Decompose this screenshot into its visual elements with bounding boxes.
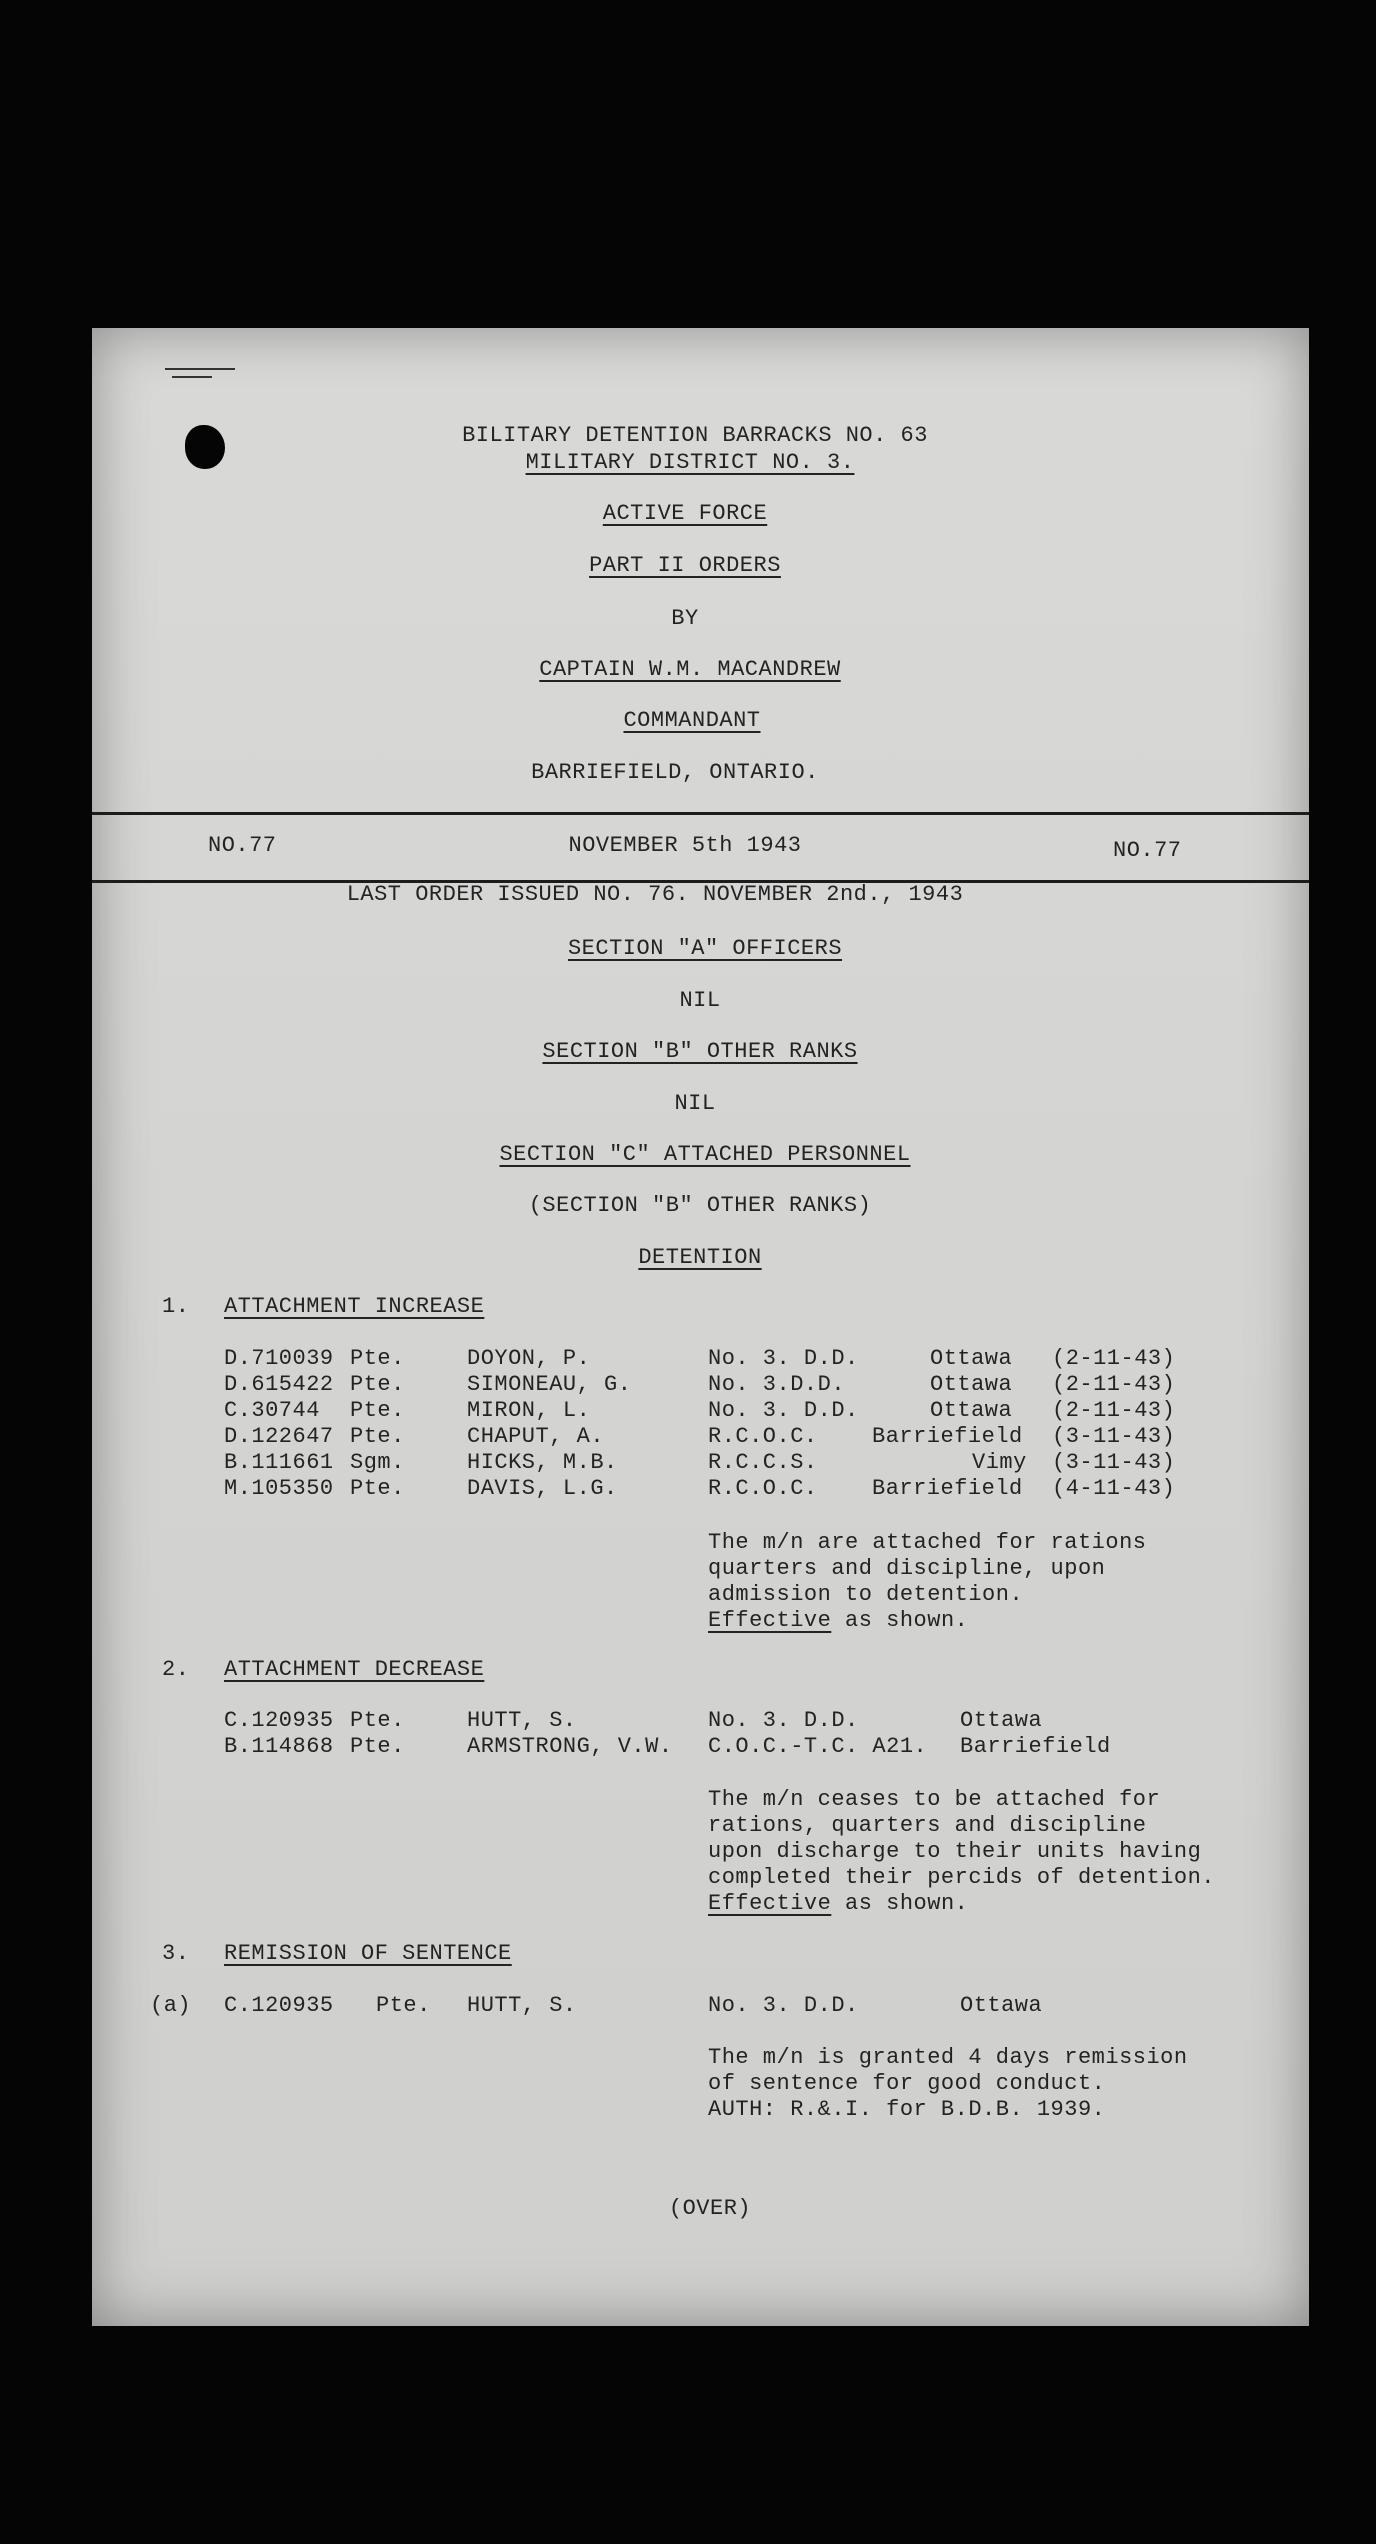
detention-heading: DETENTION [638, 1245, 762, 1270]
unit: No. 3. D.D. [708, 1708, 859, 1733]
service-number: D.615422 [224, 1372, 334, 1397]
effective-rest: as shown. [831, 1608, 969, 1633]
increase-note-line-3: admission to detention. [708, 1582, 1024, 1607]
soldier-name: CHAPUT, A. [467, 1424, 605, 1449]
rank: Pte. [350, 1476, 405, 1501]
order-number-left: NO.77 [208, 833, 277, 858]
rule-top [92, 812, 1309, 815]
rank: Pte. [350, 1398, 405, 1423]
pencil-mark [165, 368, 235, 370]
decrease-note-line-4: completed their percids of detention. [708, 1865, 1215, 1890]
unit: No. 3. D.D. [708, 1398, 859, 1423]
place: Barriefield [872, 1476, 1023, 1501]
service-number: D.122647 [224, 1424, 334, 1449]
rank: Pte. [350, 1372, 405, 1397]
place: Ottawa [960, 1708, 1043, 1733]
unit: No. 3. D.D. [708, 1346, 859, 1371]
date: (4-11-43) [1052, 1476, 1176, 1501]
date: (3-11-43) [1052, 1424, 1176, 1449]
effective-word: Effective [708, 1608, 832, 1633]
header-title: BILITARY DETENTION BARRACKS NO. 63 [462, 423, 928, 448]
remission-note-line-3: AUTH: R.&.I. for B.D.B. 1939. [708, 2097, 1106, 2122]
item-2-number: 2. [162, 1657, 190, 1682]
service-number: M.105350 [224, 1476, 334, 1501]
date: (2-11-43) [1052, 1346, 1176, 1371]
date: (3-11-43) [1052, 1450, 1176, 1475]
section-b-value: NIL [674, 1091, 716, 1116]
ink-blot [185, 425, 225, 469]
pencil-mark [172, 376, 212, 378]
rank: Pte. [376, 1993, 431, 2018]
service-number: C.120935 [224, 1993, 334, 2018]
increase-note-line-1: The m/n are attached for rations [708, 1530, 1147, 1555]
service-number: C.120935 [224, 1708, 334, 1733]
decrease-note-line-1: The m/n ceases to be attached for [708, 1787, 1161, 1812]
unit: R.C.C.S. [708, 1450, 818, 1475]
soldier-name: HICKS, M.B. [467, 1450, 618, 1475]
section-a-value: NIL [679, 988, 721, 1013]
section-c-subtitle: (SECTION "B" OTHER RANKS) [528, 1193, 872, 1218]
rank: Pte. [350, 1346, 405, 1371]
rank: Pte. [350, 1708, 405, 1733]
service-number: D.710039 [224, 1346, 334, 1371]
officer-name: CAPTAIN W.M. MACANDREW [539, 657, 841, 682]
item-1-title: ATTACHMENT INCREASE [224, 1294, 485, 1319]
soldier-name: HUTT, S. [467, 1993, 577, 2018]
remission-note-line-2: of sentence for good conduct. [708, 2071, 1106, 2096]
place: Vimy [972, 1450, 1027, 1475]
place: Ottawa [960, 1993, 1043, 2018]
service-number: B.111661 [224, 1450, 334, 1475]
unit: C.O.C.-T.C. A21. [708, 1734, 928, 1759]
item-1-number: 1. [162, 1294, 190, 1319]
soldier-name: SIMONEAU, G. [467, 1372, 632, 1397]
by-line: BY [671, 606, 699, 631]
effective-word: Effective [708, 1891, 832, 1916]
soldier-name: DOYON, P. [467, 1346, 591, 1371]
section-a-title: SECTION "A" OFFICERS [567, 936, 843, 961]
section-b-title: SECTION "B" OTHER RANKS [542, 1039, 858, 1064]
orders-line: PART II ORDERS [589, 553, 781, 578]
document-page [92, 328, 1309, 2326]
decrease-note-line-2: rations, quarters and discipline [708, 1813, 1147, 1838]
place: Barriefield [960, 1734, 1111, 1759]
unit: R.C.O.C. [708, 1476, 818, 1501]
rank: Pte. [350, 1424, 405, 1449]
date: (2-11-43) [1052, 1372, 1176, 1397]
service-number: C.30744 [224, 1398, 320, 1423]
increase-effective-line [708, 1608, 968, 1634]
soldier-name: HUTT, S. [467, 1708, 577, 1733]
increase-note-line-2: quarters and discipline, upon [708, 1556, 1106, 1581]
soldier-name: MIRON, L. [467, 1398, 591, 1423]
unit: No. 3. D.D. [708, 1993, 859, 2018]
over-marker: (OVER) [668, 2196, 752, 2221]
place: Ottawa [930, 1346, 1013, 1371]
item-3-title: REMISSION OF SENTENCE [224, 1941, 512, 1966]
soldier-name: ARMSTRONG, V.W. [467, 1734, 673, 1759]
item-2-title: ATTACHMENT DECREASE [224, 1657, 485, 1682]
soldier-name: DAVIS, L.G. [467, 1476, 618, 1501]
unit: No. 3.D.D. [708, 1372, 846, 1397]
rank: Sgm. [350, 1450, 405, 1475]
order-date: NOVEMBER 5th 1943 [568, 833, 802, 858]
location-line: BARRIEFIELD, ONTARIO. [531, 760, 819, 785]
place: Barriefield [872, 1424, 1023, 1449]
district-line: MILITARY DISTRICT NO. 3. [525, 450, 855, 475]
force-line: ACTIVE FORCE [602, 501, 768, 526]
last-order-line: LAST ORDER ISSUED NO. 76. NOVEMBER 2nd., 1943 [346, 882, 964, 907]
place: Ottawa [930, 1372, 1013, 1397]
remission-note-line-1: The m/n is granted 4 days remission [708, 2045, 1188, 2070]
service-number: B.114868 [224, 1734, 334, 1759]
section-c-title: SECTION "C" ATTACHED PERSONNEL [499, 1142, 911, 1167]
date: (2-11-43) [1052, 1398, 1176, 1423]
effective-rest: as shown. [831, 1891, 969, 1916]
decrease-effective-line [708, 1891, 968, 1917]
place: Ottawa [930, 1398, 1013, 1423]
item-3-number: 3. [162, 1941, 190, 1966]
unit: R.C.O.C. [708, 1424, 818, 1449]
decrease-note-line-3: upon discharge to their units having [708, 1839, 1202, 1864]
order-number-right: NO.77 [1113, 838, 1182, 863]
item-3-sub-label: (a) [150, 1993, 192, 2018]
rank: Pte. [350, 1734, 405, 1759]
officer-rank: COMMANDANT [623, 708, 761, 733]
